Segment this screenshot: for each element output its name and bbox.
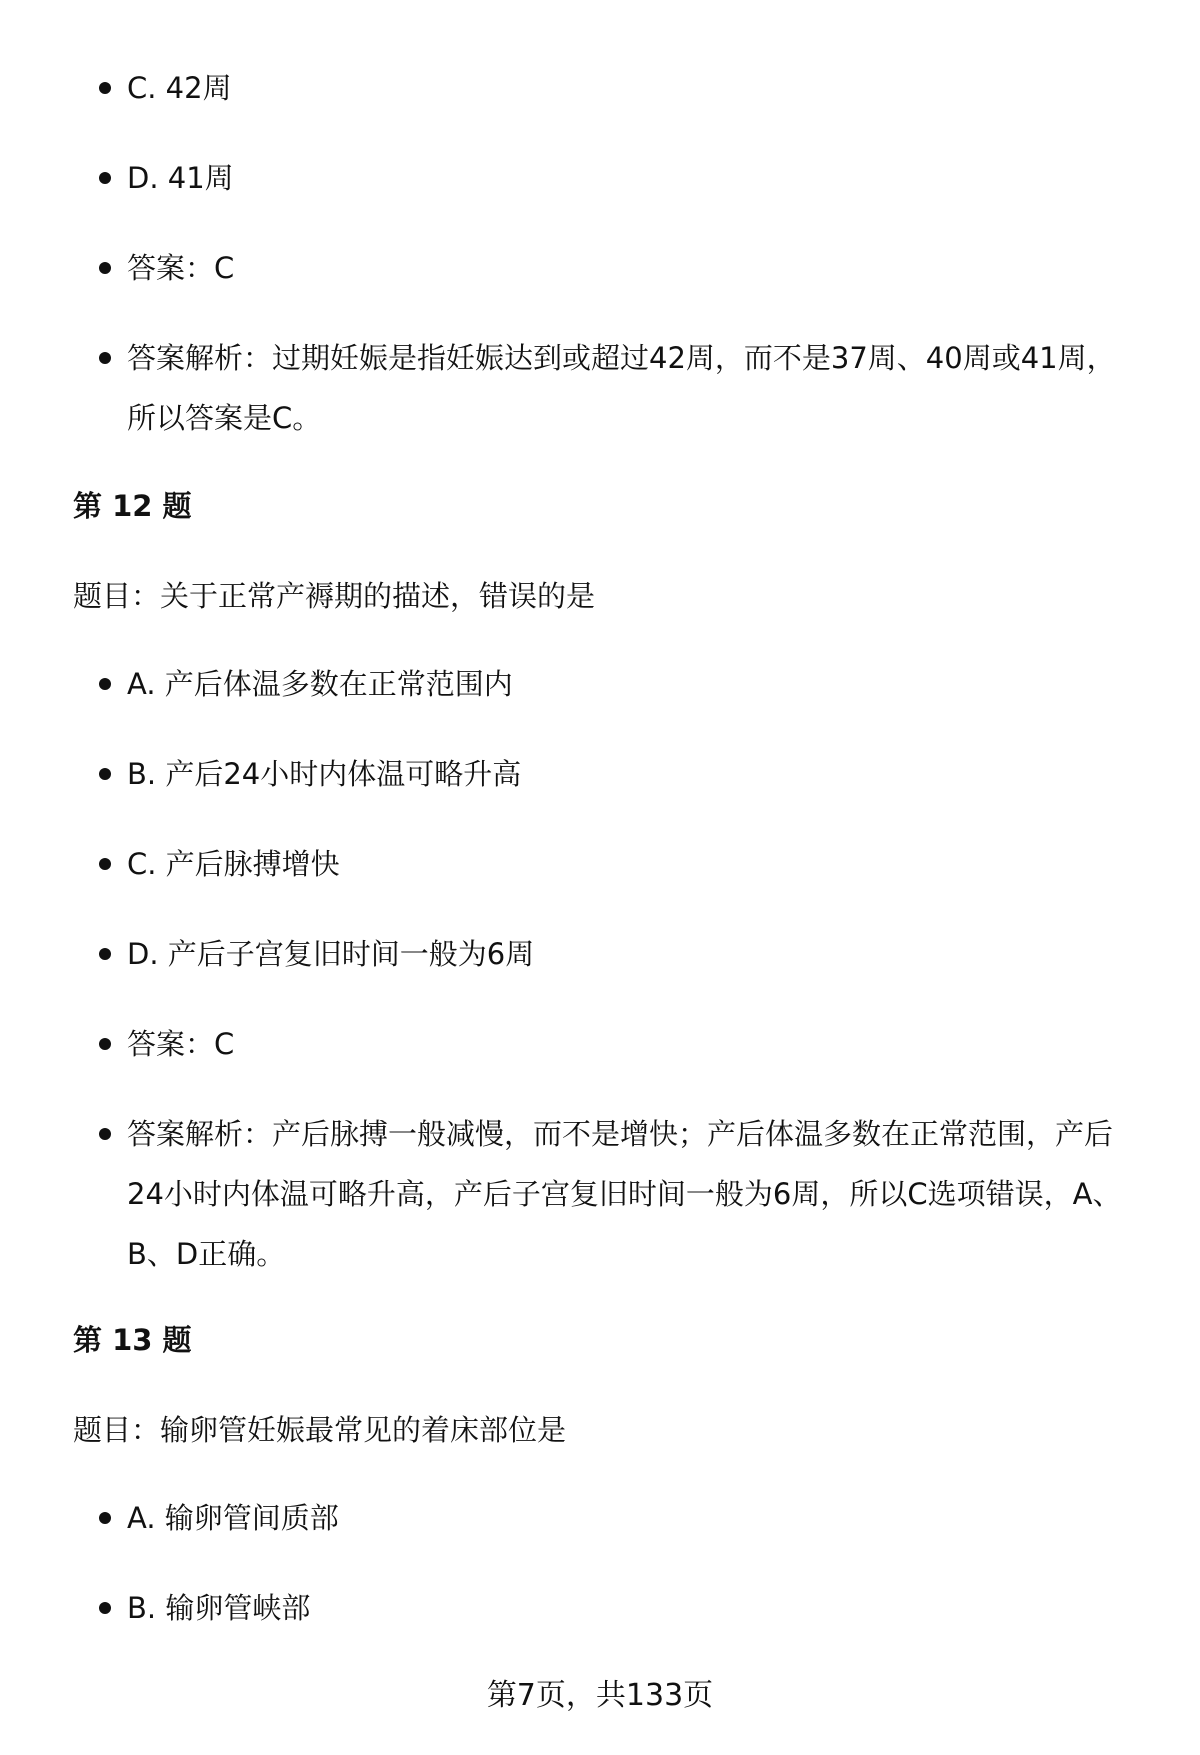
list-item-option-c (0, 58, 1200, 118)
q13-option-list-a (0, 1488, 1200, 1548)
analysis-text: 答案解析：过期妊娠是指妊娠达到或超过42周，而不是37周、40周或41周，所以答案是C。 (127, 341, 1116, 435)
analysis-text: 答案解析：产后脉搏一般减慢，而不是增快；产后体温多数在正常范围，产后24小时内体温可略升高，产后子宫复旧时间一般为6周，所以C选项错误，A、B、D正确。 (127, 1117, 1122, 1271)
list-item-option-b (0, 1578, 1200, 1638)
q12-analysis-list (0, 1104, 1200, 1284)
question-stem-12: 题目：关于正常产褥期的描述，错误的是 (73, 579, 596, 613)
list-item-option-a (0, 654, 1200, 714)
q12-option-list-b (0, 744, 1200, 804)
list-item-option-d (0, 924, 1200, 984)
q12-answer-list (0, 1014, 1200, 1074)
page-number-footer: 第7页，共133页 (486, 1678, 714, 1713)
bullet-dot-icon (99, 948, 111, 960)
answer-text: 答案：C (127, 1027, 235, 1061)
option-text: D. 41周 (127, 161, 234, 195)
list-item-option-c (0, 834, 1200, 894)
bullet-dot-icon (99, 858, 111, 870)
q12-option-list-c (0, 834, 1200, 894)
list-item-option-a (0, 1488, 1200, 1548)
list-item-option-d (0, 148, 1200, 208)
option-text: A. 产后体温多数在正常范围内 (127, 667, 513, 701)
option-text: D. 产后子宫复旧时间一般为6周 (127, 937, 535, 971)
option-text: B. 产后24小时内体温可略升高 (127, 757, 522, 791)
list-item-answer (0, 238, 1200, 298)
bullet-dot-icon (99, 1512, 111, 1524)
q13-option-list-b (0, 1578, 1200, 1638)
bullet-dot-icon (99, 1602, 111, 1614)
list-item-analysis (0, 1104, 1200, 1284)
list-item-answer (0, 1014, 1200, 1074)
bullet-dot-icon (99, 82, 111, 94)
question-heading-13: 第 13 题 (73, 1323, 192, 1357)
question-heading-12: 第 12 题 (73, 489, 192, 523)
bullet-dot-icon (99, 172, 111, 184)
q11-option-list-2 (0, 148, 1200, 208)
list-item-analysis (0, 328, 1200, 448)
bullet-dot-icon (99, 262, 111, 274)
q11-option-list (0, 58, 1200, 118)
answer-text: 答案：C (127, 251, 235, 285)
list-item-option-b (0, 744, 1200, 804)
q12-option-list-a (0, 654, 1200, 714)
bullet-dot-icon (99, 768, 111, 780)
bullet-dot-icon (99, 678, 111, 690)
option-text: C. 产后脉搏增快 (127, 847, 340, 881)
q12-option-list-d (0, 924, 1200, 984)
bullet-dot-icon (99, 1128, 111, 1140)
q11-analysis-list (0, 328, 1200, 448)
option-text: A. 输卵管间质部 (127, 1501, 339, 1535)
option-text: B. 输卵管峡部 (127, 1591, 311, 1625)
q11-answer-list (0, 238, 1200, 298)
bullet-dot-icon (99, 1038, 111, 1050)
question-stem-13: 题目：输卵管妊娠最常见的着床部位是 (73, 1413, 567, 1447)
bullet-dot-icon (99, 352, 111, 364)
option-text: C. 42周 (127, 71, 232, 105)
